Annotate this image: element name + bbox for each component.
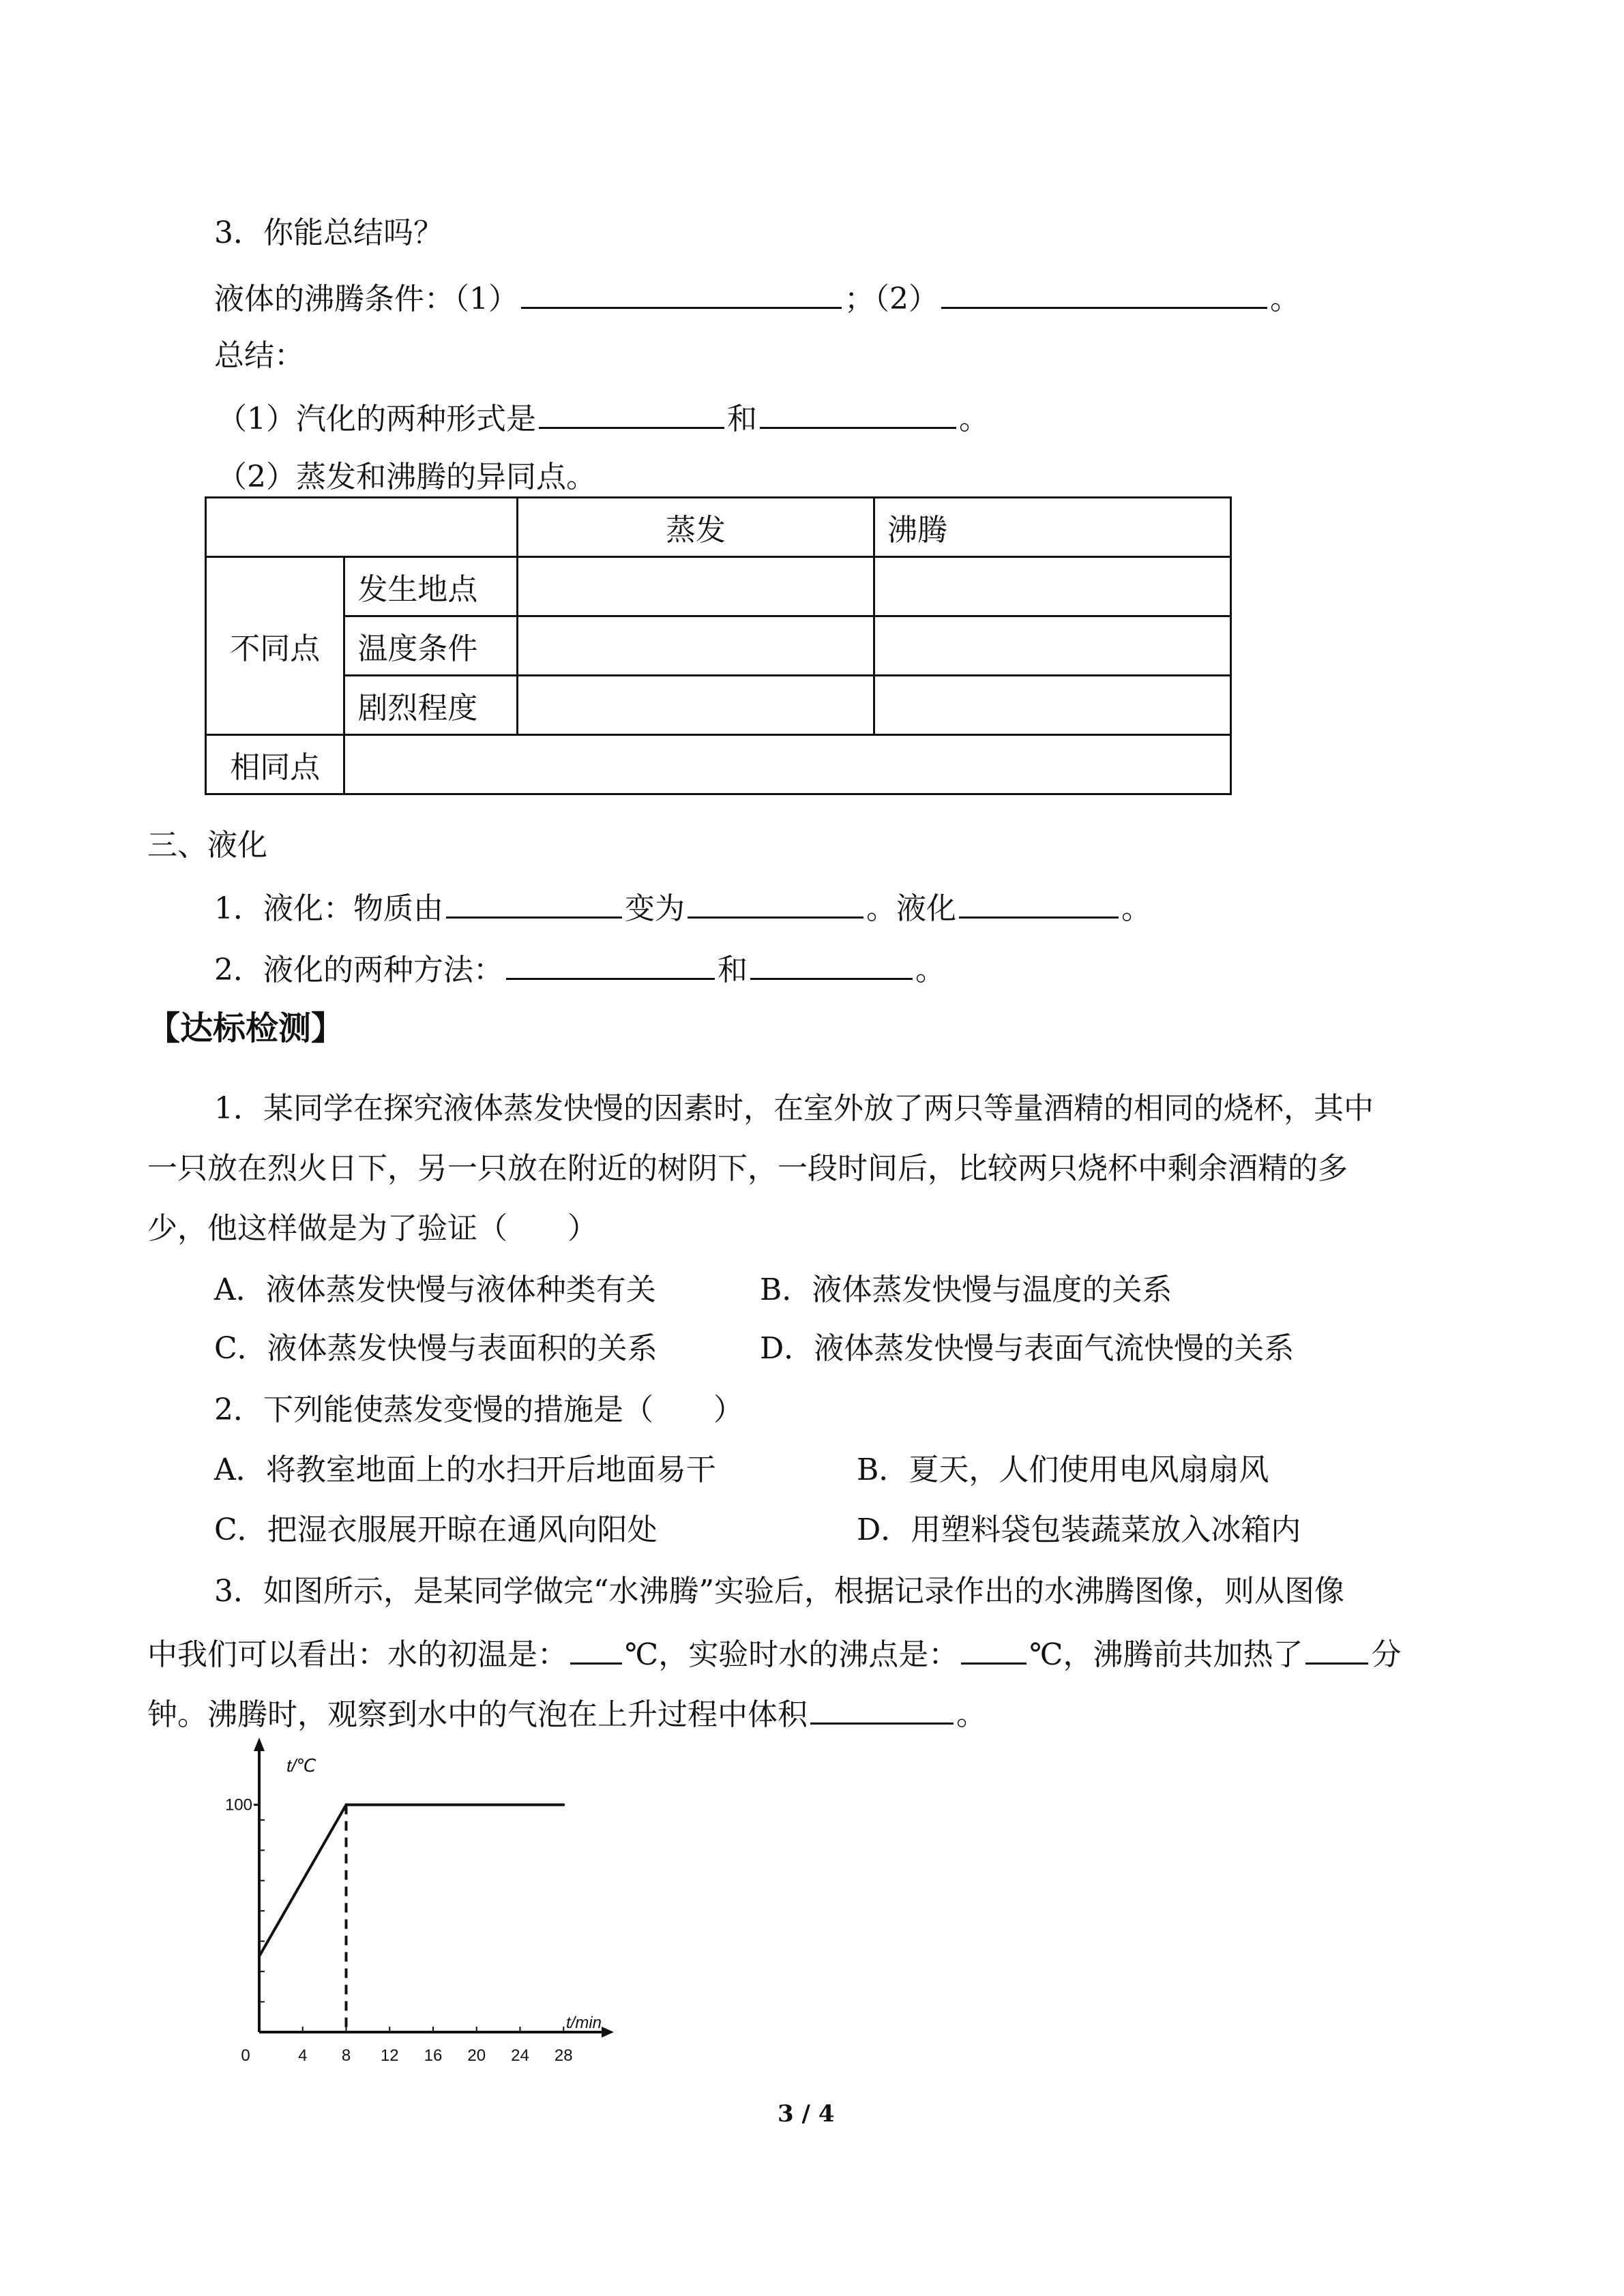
blank-bubble-volume[interactable] xyxy=(810,1691,954,1725)
table-cell[interactable] xyxy=(344,735,1231,794)
y-axis-arrow-icon xyxy=(254,1738,265,1751)
blank-state-from[interactable] xyxy=(446,885,622,919)
table-row-label: 发生地点 xyxy=(344,557,518,616)
chart-x-tick-label: 8 xyxy=(341,2046,351,2065)
liquefaction-q1-b: 变为 xyxy=(625,891,685,926)
q1-option-b[interactable]: B．液体蒸发快慢与温度的关系 xyxy=(760,1272,1172,1307)
q3-l2-b: ℃，实验时水的沸点是： xyxy=(625,1637,959,1672)
liquefaction-q1-c: 。液化 xyxy=(866,891,956,926)
table-header-row xyxy=(206,498,1231,557)
liquefaction-title: 三、液化 xyxy=(147,828,267,863)
table-header-boiling: 沸腾 xyxy=(874,498,1231,557)
and-text: 和 xyxy=(727,402,757,436)
q2-option-b[interactable]: B．夏天，人们使用电风扇扇风 xyxy=(857,1452,1269,1487)
chart-x-tick-label: 4 xyxy=(298,2046,308,2065)
table-row xyxy=(206,616,1231,676)
x-axis-arrow-icon xyxy=(602,2027,614,2038)
table-row xyxy=(206,735,1231,794)
table-cell[interactable] xyxy=(518,616,874,676)
page-number: 3 / 4 xyxy=(778,2100,835,2128)
q3-l2-c: ℃，沸腾前共加热了 xyxy=(1029,1637,1303,1672)
q2-option-d[interactable]: D．用塑料袋包装蔬菜放入冰箱内 xyxy=(857,1512,1301,1547)
chart-x-tick-label: 20 xyxy=(467,2046,486,2065)
vaporization-forms-label: （1）汽化的两种形式是 xyxy=(217,402,536,436)
table-cell[interactable] xyxy=(518,557,874,616)
table-cell[interactable] xyxy=(874,616,1231,676)
table-header-empty xyxy=(206,498,518,557)
q3-line-3 xyxy=(147,1691,986,1735)
summary-label: 总结： xyxy=(214,338,304,373)
boiling-condition-line xyxy=(214,275,1300,320)
period: 。 xyxy=(956,1697,986,1732)
table-header-evaporation: 蒸发 xyxy=(518,498,874,557)
q1-line-3: 少，他这样做是为了验证（ ） xyxy=(147,1211,597,1246)
chart-x-tick-label: 28 xyxy=(554,2046,573,2065)
table-row xyxy=(206,676,1231,735)
q1-option-a[interactable]: A．液体蒸发快慢与液体种类有关 xyxy=(214,1272,656,1307)
blank-condition-2[interactable] xyxy=(941,275,1267,309)
chart-y-tick-label: 100 xyxy=(224,1795,252,1815)
q3-line-1: 3．如图所示，是某同学做完“水沸腾”实验后，根据记录作出的水沸腾图像，则从图像 xyxy=(214,1574,1344,1609)
chart-x-tick-label: 16 xyxy=(424,2046,443,2065)
chart-x-axis-label: t/min xyxy=(566,2014,602,2032)
blank-state-to[interactable] xyxy=(688,885,863,919)
table-cell[interactable] xyxy=(518,676,874,735)
boiling-chart xyxy=(205,1732,628,2073)
boiling-condition-label: 液体的沸腾条件：（1） xyxy=(214,282,518,316)
q1-line-2: 一只放在烈火日下，另一只放在附近的树阴下，一段时间后，比较两只烧杯中剩余酒精的多 xyxy=(147,1151,1348,1186)
chart-y-axis-label: t/℃ xyxy=(286,1755,316,1776)
chart-series-line xyxy=(259,1805,563,1956)
blank-method-1[interactable] xyxy=(506,946,715,980)
blank-initial-temp[interactable] xyxy=(570,1631,622,1665)
q3-l2-d: 分 xyxy=(1371,1637,1402,1672)
blank-form-2[interactable] xyxy=(760,396,956,429)
summary-q3-label: 3．你能总结吗？ xyxy=(214,215,443,250)
liquefaction-q1-a: 1．液化：物质由 xyxy=(214,891,443,926)
boiling-condition-sep: ；（2） xyxy=(844,282,939,316)
table-same-label: 相同点 xyxy=(206,735,344,794)
q1-line-1: 1．某同学在探究液体蒸发快慢的因素时，在室外放了两只等量酒精的相同的烧杯，其中 xyxy=(214,1091,1374,1126)
q3-line-2 xyxy=(147,1631,1401,1675)
chart-data-point xyxy=(258,1955,261,1958)
chart-x-tick-label: 24 xyxy=(511,2046,529,2065)
liquefaction-q2 xyxy=(214,946,945,991)
chart-x-tick-label: 0 xyxy=(241,2046,250,2065)
period: 。 xyxy=(1121,891,1151,926)
q1-option-d[interactable]: D．液体蒸发快慢与表面气流快慢的关系 xyxy=(760,1331,1295,1366)
vaporization-forms-line xyxy=(217,396,989,440)
and-text: 和 xyxy=(718,953,748,987)
period: 。 xyxy=(959,402,989,436)
chart-x-tick-label: 12 xyxy=(380,2046,399,2065)
comparison-table xyxy=(205,496,1232,795)
table-row-label: 温度条件 xyxy=(344,616,518,676)
table-row xyxy=(206,557,1231,616)
q1-option-c[interactable]: C．液体蒸发快慢与表面积的关系 xyxy=(214,1331,658,1366)
table-cell[interactable] xyxy=(874,676,1231,735)
liquefaction-q2-a: 2．液化的两种方法： xyxy=(214,953,503,987)
q3-l2-a: 中我们可以看出：水的初温是： xyxy=(147,1637,567,1672)
check-title: 【达标检测】 xyxy=(147,1009,344,1047)
liquefaction-q1 xyxy=(214,885,1151,929)
compare-label: （2）蒸发和沸腾的异同点。 xyxy=(217,460,596,494)
blank-method-2[interactable] xyxy=(750,946,913,980)
table-cell[interactable] xyxy=(874,557,1231,616)
blank-boiling-point[interactable] xyxy=(961,1631,1027,1665)
table-group-label: 不同点 xyxy=(206,557,344,735)
blank-heating-time[interactable] xyxy=(1305,1631,1368,1665)
blank-condition-1[interactable] xyxy=(521,275,842,309)
q2-option-a[interactable]: A．将教室地面上的水扫开后地面易干 xyxy=(214,1452,716,1487)
q2-stem: 2．下列能使蒸发变慢的措施是（ ） xyxy=(214,1392,743,1427)
table-row-label: 剧烈程度 xyxy=(344,676,518,735)
q3-l3-a: 钟。沸腾时，观察到水中的气泡在上升过程中体积 xyxy=(147,1697,808,1732)
blank-liquefaction-heat[interactable] xyxy=(959,885,1119,919)
period: 。 xyxy=(1270,282,1300,316)
blank-form-1[interactable] xyxy=(539,396,724,429)
chart-data-point xyxy=(562,1804,565,1806)
period: 。 xyxy=(915,953,945,987)
q2-option-c[interactable]: C．把湿衣服展开晾在通风向阳处 xyxy=(214,1512,658,1547)
